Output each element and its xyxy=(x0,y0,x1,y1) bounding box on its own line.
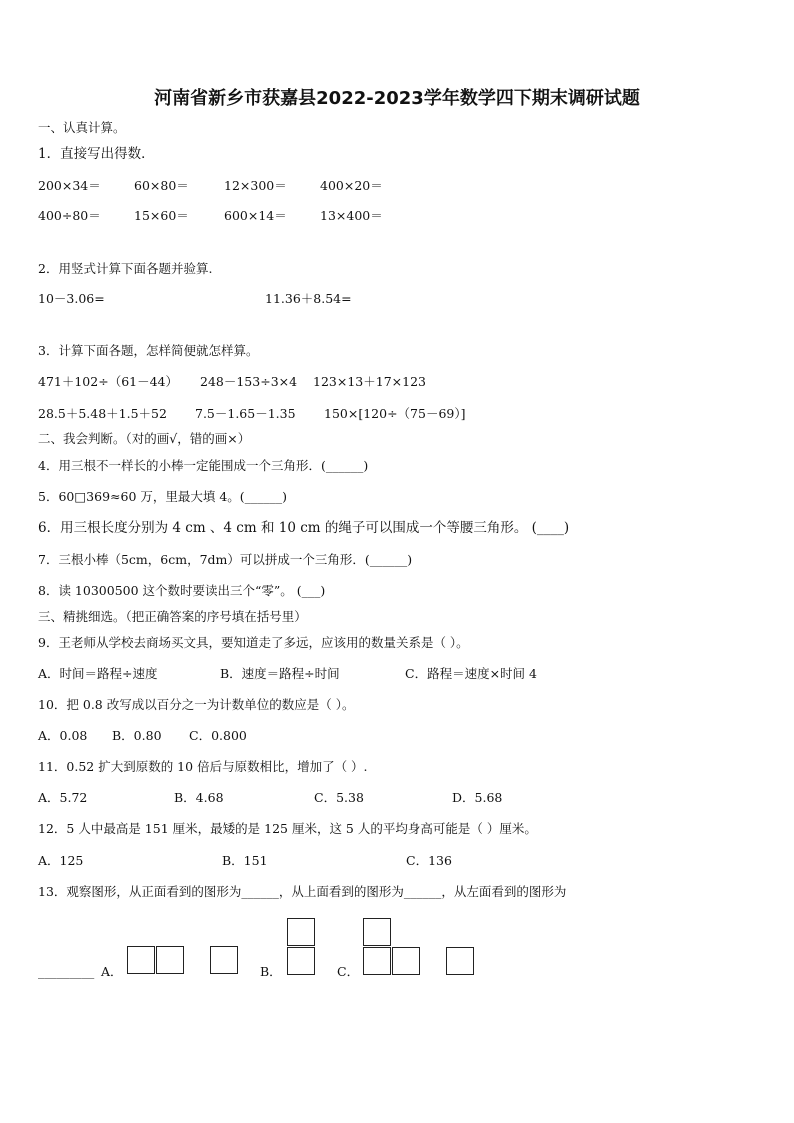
question-1-stem: 1．直接写出得数． xyxy=(38,146,155,162)
q10-option: A．0.08 xyxy=(38,728,88,743)
q3-item: 150×[120÷（75－69）] xyxy=(324,406,466,421)
q3-item: 7.5－1.65－1.35 xyxy=(195,406,296,421)
section-3-heading: 三、精挑细选。（把正确答案的序号填在括号里） xyxy=(38,609,307,624)
q1-item: 600×14＝ xyxy=(224,208,287,223)
section-1-heading: 一、认真计算。 xyxy=(38,120,126,135)
section-2-heading: 二、我会判断。（对的画√，错的画×） xyxy=(38,431,251,446)
figure-single-square xyxy=(446,947,474,975)
question-10-stem: 10．把 0.8 改写成以百分之一为计数单位的数应是（ ）。 xyxy=(38,697,355,712)
question-9-stem: 9．王老师从学校去商场买文具，要知道走了多远，应该用的数量关系是（ ）。 xyxy=(38,635,469,650)
square xyxy=(363,947,391,975)
q12-option: C．136 xyxy=(406,853,452,868)
question-11-stem: 11．0.52 扩大到原数的 10 倍后与原数相比，增加了（ ）. xyxy=(38,759,368,774)
q1-item: 400÷80＝ xyxy=(38,208,101,223)
q11-option: B．4.68 xyxy=(174,790,224,805)
judge-question: 8．读 10300500 这个数时要读出三个“零”。 (___) xyxy=(38,583,326,598)
q12-option: B．151 xyxy=(222,853,268,868)
square xyxy=(363,918,391,946)
q1-item: 200×34＝ xyxy=(38,178,101,193)
q9-option: A．时间＝路程÷速度 xyxy=(38,666,158,681)
judge-question: 4．用三根不一样长的小棒一定能围成一个三角形．(______) xyxy=(38,458,369,473)
q3-item: 248－153÷3×4 xyxy=(200,374,298,389)
q12-option: A．125 xyxy=(38,853,84,868)
q11-option: C．5.38 xyxy=(314,790,364,805)
square xyxy=(392,947,420,975)
question-2-stem: 2．用竖式计算下面各题并验算. xyxy=(38,261,213,276)
square xyxy=(287,947,315,975)
q13-label-b: B． xyxy=(260,964,282,979)
judge-question: 6．用三根长度分别为 4 cm 、4 cm 和 10 cm 的绳子可以围成一个等腰三角形。 (____) xyxy=(38,520,570,536)
q9-option: B．速度＝路程÷时间 xyxy=(220,666,340,681)
square xyxy=(127,946,155,974)
q11-option: D．5.68 xyxy=(452,790,503,805)
question-3-stem: 3．计算下面各题，怎样简便就怎样算。 xyxy=(38,343,259,358)
question-13-stem: 13．观察图形，从正面看到的图形为______，从上面看到的图形为______，从左面看到的图形为 xyxy=(38,884,567,899)
q9-option: C．路程＝速度×时间 4 xyxy=(405,666,537,681)
q13-label-a: A． xyxy=(101,964,123,979)
q10-option: C．0.800 xyxy=(189,728,247,743)
question-12-stem: 12．5 人中最高是 151 厘米，最矮的是 125 厘米，这 5 人的平均身高可能是（ ）厘米。 xyxy=(38,821,537,836)
q3-item: 471＋102÷（61－44） xyxy=(38,374,179,389)
judge-question: 7．三根小棒（5cm，6cm，7dm）可以拼成一个三角形．(______) xyxy=(38,552,413,567)
judge-question: 5．60□369≈60 万，里最大填 4。(______) xyxy=(38,489,288,504)
q3-item: 123×13＋17×123 xyxy=(313,374,426,389)
square xyxy=(156,946,184,974)
q1-item: 12×300＝ xyxy=(224,178,287,193)
q2-item: 11.36＋8.54= xyxy=(265,291,352,306)
q1-item: 400×20＝ xyxy=(320,178,383,193)
q11-option: A．5.72 xyxy=(38,790,88,805)
q1-item: 13×400＝ xyxy=(320,208,383,223)
square xyxy=(287,918,315,946)
figure-single-square xyxy=(210,946,238,974)
q13-label-c: C． xyxy=(337,964,360,979)
q13-answer-blank: _________ xyxy=(38,964,95,979)
page-title: 河南省新乡市获嘉县2022-2023学年数学四下期末调研试题 xyxy=(154,88,640,109)
q10-option: B．0.80 xyxy=(112,728,162,743)
q2-item: 10－3.06= xyxy=(38,291,105,306)
q1-item: 60×80＝ xyxy=(134,178,189,193)
q3-item: 28.5＋5.48＋1.5＋52 xyxy=(38,406,167,421)
q1-item: 15×60＝ xyxy=(134,208,189,223)
